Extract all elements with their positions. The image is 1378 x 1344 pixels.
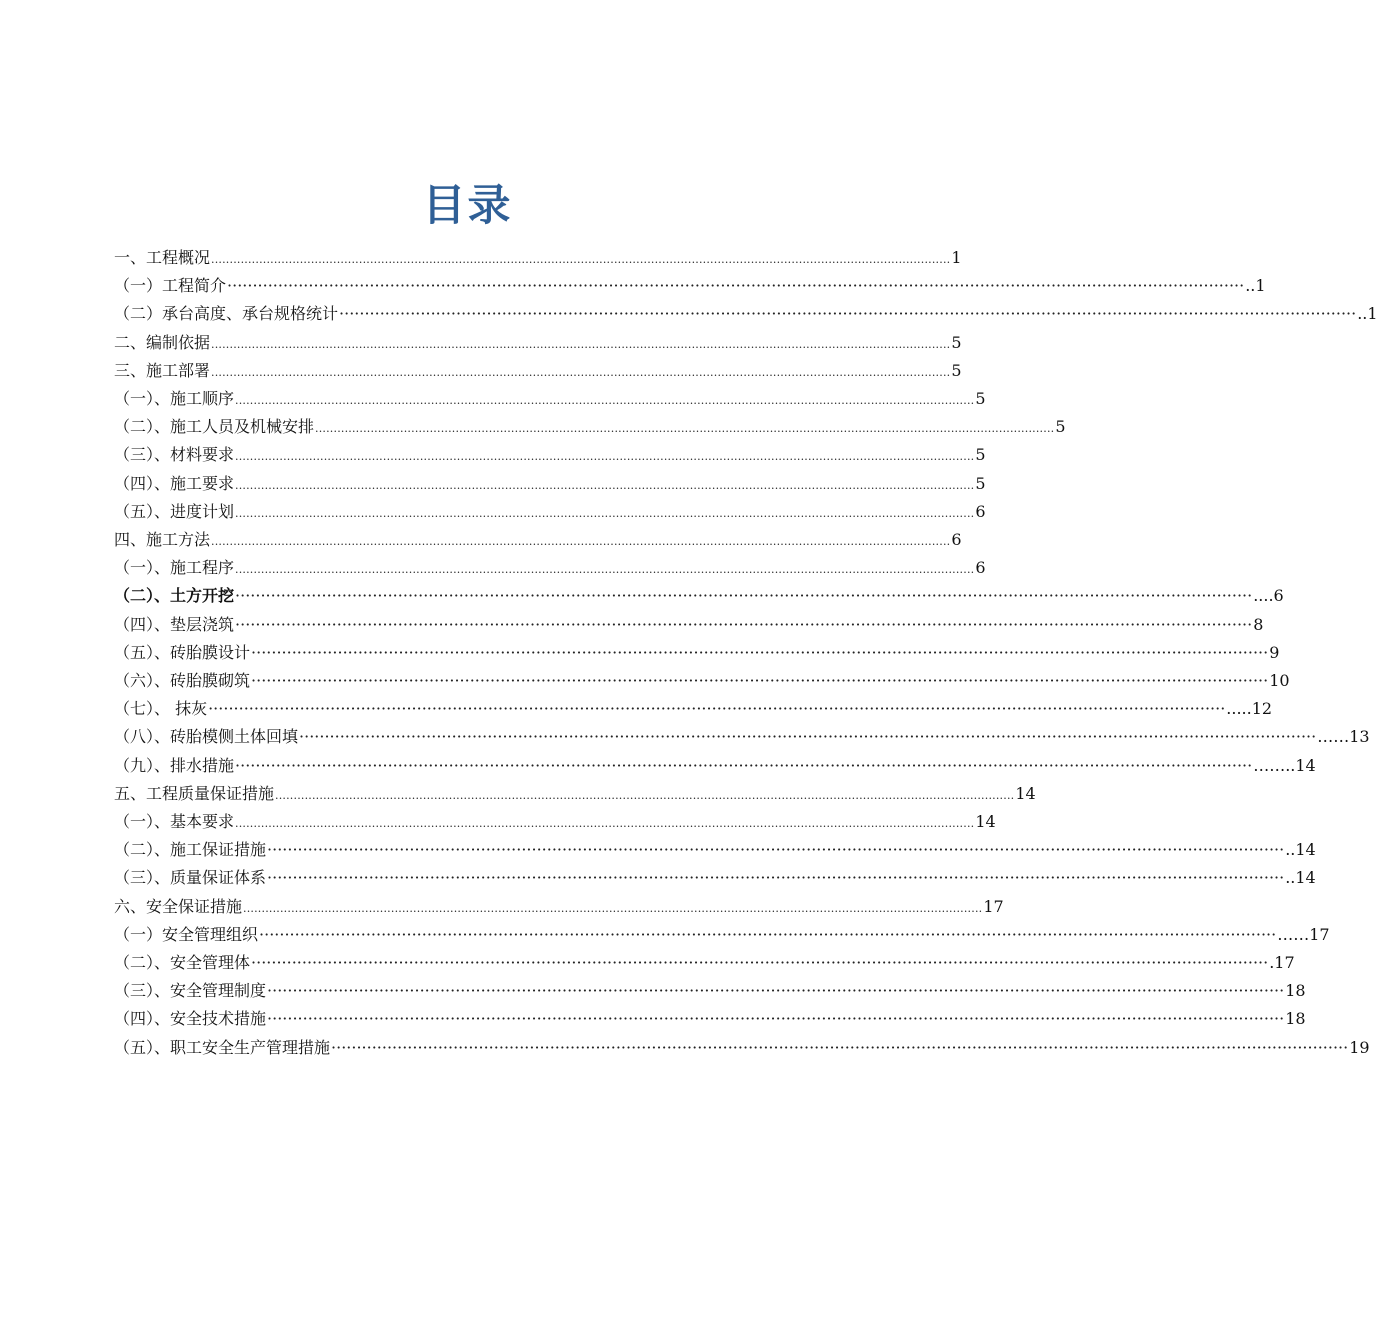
dot-leader: ········································································································································································································ xyxy=(251,953,1269,972)
toc-entry-page: .17 xyxy=(1269,953,1295,972)
toc-entry[interactable] xyxy=(114,695,1273,723)
toc-entry[interactable] xyxy=(114,498,986,526)
dot-leader: ········································································································································································································ xyxy=(267,1009,1285,1029)
toc-entry-page: 14 xyxy=(1015,783,1036,803)
toc-entry-page: 1 xyxy=(951,248,962,267)
toc-entry-label: 四、施工方法 xyxy=(114,530,211,549)
toc-entry-page: 6 xyxy=(975,501,986,521)
toc-entry-page: ..14 xyxy=(1285,840,1316,860)
dot-leader: ········································································································································································································ xyxy=(267,981,1285,1001)
toc-entry-label: 五、工程质量保证措施 xyxy=(114,783,275,803)
toc-entry-page: 14 xyxy=(975,812,996,831)
toc-entry[interactable] xyxy=(114,385,986,413)
toc-entry-label: （一）、施工顺序 xyxy=(114,389,235,408)
toc-entry-page: 6 xyxy=(975,558,986,578)
toc-entry-label: 六、安全保证措施 xyxy=(114,896,243,916)
toc-entry[interactable] xyxy=(114,667,1290,695)
toc-entry[interactable] xyxy=(114,808,996,836)
toc-title: 目录 xyxy=(422,181,513,231)
dot-leader: ········································································································································································································ xyxy=(227,276,1245,296)
toc-entry-page: ……17 xyxy=(1277,924,1330,944)
toc-entry-page: ....6 xyxy=(1253,586,1284,606)
toc-entry[interactable] xyxy=(114,977,1306,1005)
toc-entry-page: 5 xyxy=(951,360,962,380)
toc-entry-label: （二）、安全管理体 xyxy=(114,953,251,972)
dot-leader: ········································································································································································································ xyxy=(339,304,1357,324)
toc-entry-label: （五）、砖胎膜设计 xyxy=(114,642,251,662)
toc-entry[interactable] xyxy=(114,723,1370,751)
toc-entry-page: ..1 xyxy=(1357,304,1378,324)
toc-entry-page: 18 xyxy=(1285,1009,1306,1029)
toc-entry-page: 17 xyxy=(983,896,1004,916)
toc-entry-page: ..1 xyxy=(1245,276,1266,296)
dot-leader: ········································································································································································································ xyxy=(259,924,1277,944)
toc-entry[interactable] xyxy=(114,582,1284,610)
toc-entry-label: （一）、施工程序 xyxy=(114,558,235,578)
toc-entry-page: ……..14 xyxy=(1253,755,1316,775)
dot-leader: ········································································································································································································ xyxy=(299,727,1317,747)
dot-leader: ........................................................................................................................................................................................................ xyxy=(235,506,975,520)
dot-leader: ········································································································································································································ xyxy=(235,614,1253,634)
dot-leader: ········································································································································································································ xyxy=(235,586,1253,606)
dot-leader: ········································································································································································································ xyxy=(251,642,1269,662)
toc-entry[interactable] xyxy=(114,921,1330,949)
toc-entry-label: （九）、排水措施 xyxy=(114,755,235,775)
toc-entry-page: 19 xyxy=(1349,1037,1370,1057)
toc-entry-page: 5 xyxy=(975,389,986,408)
toc-entry-page: ..14 xyxy=(1285,868,1316,888)
dot-leader: ········································································································································································································ xyxy=(267,868,1285,888)
toc-entry-label: （二）、施工人员及机械安排 xyxy=(114,417,315,437)
toc-entry-label: （四）、垫层浇筑 xyxy=(114,614,235,634)
toc-entry-page: 5 xyxy=(975,473,986,493)
toc-entry[interactable] xyxy=(114,752,1316,780)
dot-leader: ........................................................................................................................................................................................................ xyxy=(235,450,975,464)
toc-entry[interactable] xyxy=(114,413,1066,441)
toc-entry[interactable] xyxy=(114,300,1378,328)
toc-entry-label: （二）、施工保证措施 xyxy=(114,840,267,860)
dot-leader: ........................................................................................................................................................................................................ xyxy=(235,394,975,407)
toc-entry-label: （一）安全管理组织 xyxy=(114,924,259,944)
toc-entry-label: 三、施工部署 xyxy=(114,360,211,380)
dot-leader: ········································································································································································································ xyxy=(208,699,1226,719)
toc-entry-label: （四）、安全技术措施 xyxy=(114,1009,267,1029)
toc-entry[interactable] xyxy=(114,780,1036,808)
toc-entry[interactable] xyxy=(114,244,962,272)
toc-entry-label: （一）工程简介 xyxy=(114,276,227,296)
toc-entry[interactable] xyxy=(114,272,1266,300)
toc-entry-page: 9 xyxy=(1269,642,1280,662)
toc-entry-label: （五）、职工安全生产管理措施 xyxy=(114,1037,331,1057)
toc-entry[interactable] xyxy=(114,1034,1370,1062)
toc-entry-label: （七）、 抹灰 xyxy=(114,699,208,719)
toc-entry-page: 5 xyxy=(951,332,962,352)
toc-entry-label: （五）、进度计划 xyxy=(114,501,235,521)
dot-leader: ........................................................................................................................................................................................................ xyxy=(243,901,983,915)
toc-entry-page: 8 xyxy=(1253,614,1264,634)
toc-entry-page: 18 xyxy=(1285,981,1306,1001)
toc-entry[interactable] xyxy=(114,639,1280,667)
toc-entry-page: 5 xyxy=(1055,417,1066,437)
dot-leader: ........................................................................................................................................................................................................ xyxy=(211,337,951,351)
toc-entry-label: （一）、基本要求 xyxy=(114,812,235,831)
toc-entry[interactable] xyxy=(114,864,1316,892)
toc-entry-label: （二）承台高度、承台规格统计 xyxy=(114,304,339,324)
dot-leader: ........................................................................................................................................................................................................ xyxy=(211,253,951,266)
toc-entry[interactable] xyxy=(114,441,986,469)
toc-entry-page: ……13 xyxy=(1317,727,1370,747)
dot-leader: ········································································································································································································ xyxy=(251,671,1269,690)
toc-entry[interactable] xyxy=(114,611,1264,639)
dot-leader: ········································································································································································································ xyxy=(267,840,1285,860)
toc-entry[interactable] xyxy=(114,470,986,498)
toc-entry-label: （八）、砖胎模侧土体回填 xyxy=(114,727,299,747)
dot-leader: ........................................................................................................................................................................................................ xyxy=(235,478,975,492)
dot-leader: ........................................................................................................................................................................................................ xyxy=(275,788,1015,802)
toc-entry[interactable] xyxy=(114,949,1295,977)
dot-leader: ........................................................................................................................................................................................................ xyxy=(211,535,951,548)
toc-entry-label: （三）、材料要求 xyxy=(114,445,235,465)
toc-entry[interactable] xyxy=(114,554,986,582)
toc-entry-label: （二）、土方开挖 xyxy=(114,586,235,606)
dot-leader: ........................................................................................................................................................................................................ xyxy=(211,365,951,379)
dot-leader: ........................................................................................................................................................................................................ xyxy=(315,422,1055,436)
toc-entry-label: （三）、安全管理制度 xyxy=(114,981,267,1001)
toc-entry-label: （四）、施工要求 xyxy=(114,473,235,493)
dot-leader: ........................................................................................................................................................................................................ xyxy=(235,563,975,577)
toc-entry[interactable] xyxy=(114,526,962,554)
toc-entry-page: 10 xyxy=(1269,671,1290,690)
toc-entry[interactable] xyxy=(114,357,962,385)
toc-entry[interactable] xyxy=(114,836,1316,864)
toc-entry[interactable] xyxy=(114,893,1004,921)
dot-leader: ········································································································································································································ xyxy=(331,1037,1349,1057)
dot-leader: ........................................................................................................................................................................................................ xyxy=(235,817,975,830)
toc-entry-page: .....12 xyxy=(1226,699,1273,719)
toc-entry-label: （六）、砖胎膜砌筑 xyxy=(114,671,251,690)
toc-entry-label: 一、工程概况 xyxy=(114,248,211,267)
toc-entry-page: 6 xyxy=(951,530,962,549)
dot-leader: ········································································································································································································ xyxy=(235,755,1253,775)
toc-entry-label: （三）、质量保证体系 xyxy=(114,868,267,888)
toc-entry-label: 二、编制依据 xyxy=(114,332,211,352)
toc-entry[interactable] xyxy=(114,1005,1306,1033)
toc-entry[interactable] xyxy=(114,329,962,357)
toc-entry-page: 5 xyxy=(975,445,986,465)
